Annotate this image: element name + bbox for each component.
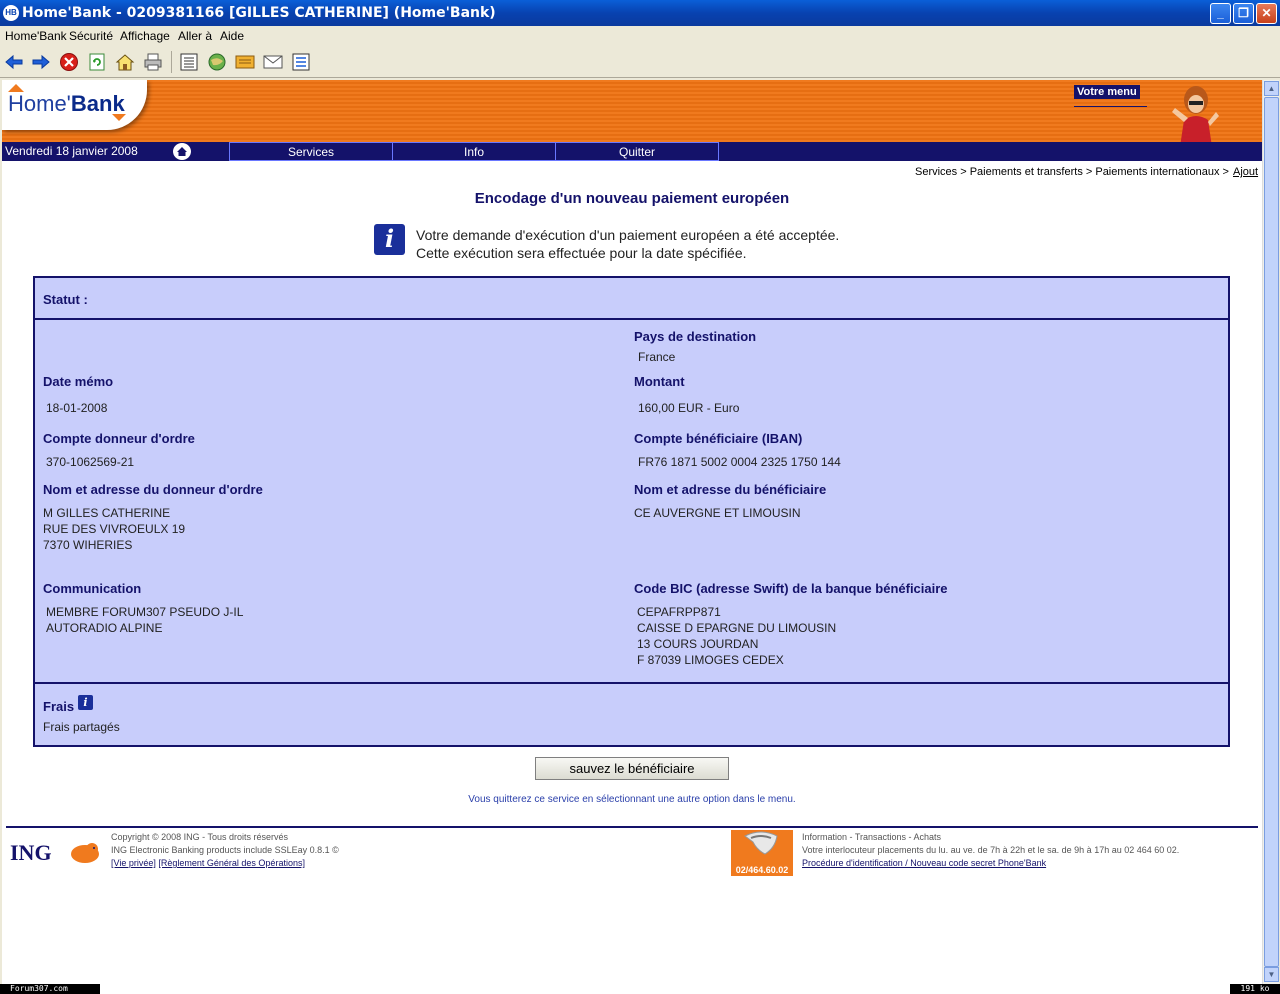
title-bar	[0, 0, 1280, 26]
procedure-link[interactable]: Procédure d'identification / Nouveau code secret Phone'Bank	[802, 858, 1047, 868]
maximize-button[interactable]: ❐	[1233, 3, 1254, 24]
copyright-text: Copyright © 2008 ING - Tous droits réservés	[111, 832, 289, 842]
refresh-icon[interactable]	[87, 52, 107, 72]
forward-icon[interactable]	[31, 52, 51, 72]
nom-beneficiaire-label: Nom et adresse du bénéficiaire	[634, 482, 827, 497]
current-date: Vendredi 18 janvier 2008	[5, 144, 138, 158]
menu-securite[interactable]: Sécurité	[69, 29, 114, 43]
votre-menu-link[interactable]: Votre menu	[1074, 85, 1140, 99]
nom-beneficiaire-value: CE AUVERGNE ET LIMOUSIN	[634, 506, 801, 520]
communication-line: MEMBRE FORUM307 PSEUDO J-IL	[46, 605, 244, 619]
menu-aide[interactable]: Aide	[220, 29, 245, 43]
card-icon[interactable]	[235, 52, 255, 72]
home-icon[interactable]	[115, 52, 135, 72]
bic-line: CEPAFRPP871	[637, 605, 721, 619]
ssl-text: ING Electronic Banking products include SSLEay 0.8.1 ©	[111, 845, 339, 855]
print-icon[interactable]	[143, 52, 163, 72]
frais-value: Frais partagés	[43, 720, 120, 734]
communication-line: AUTORADIO ALPINE	[46, 621, 163, 635]
tab-quitter[interactable]: Quitter	[618, 145, 655, 159]
pays-value: France	[638, 350, 676, 364]
pays-label: Pays de destination	[634, 329, 757, 344]
save-beneficiary-button[interactable]: sauvez le bénéficiaire	[535, 757, 729, 780]
phone-number: 02/464.60.02	[735, 865, 789, 875]
divider	[35, 318, 1228, 320]
scrollbar-thumb[interactable]	[1264, 97, 1279, 967]
bic-line: CAISSE D EPARGNE DU LIMOUSIN	[637, 621, 837, 635]
vertical-scrollbar[interactable]	[1262, 80, 1279, 984]
leave-service-note: Vous quitterez ce service en sélectionnant une autre option dans le menu.	[468, 794, 796, 805]
address-line: M GILLES CATHERINE	[43, 506, 171, 520]
nom-donneur-address	[43, 505, 185, 553]
breadcrumb-ajout-link[interactable]: Ajout	[1233, 166, 1259, 178]
date-memo-label: Date mémo	[43, 374, 114, 389]
footer-divider	[6, 826, 1258, 828]
web-page	[2, 80, 1262, 984]
tab-services[interactable]: Services	[230, 143, 393, 160]
scroll-up-arrow-icon[interactable]: ▲	[1264, 81, 1279, 96]
status-bar	[0, 984, 1280, 994]
toolbar-separator	[171, 51, 172, 73]
contact-hours-text: Votre interlocuteur placements du lu. au ve. de 7h à 22h et le sa. de 9h à 17h au 02 464 60 02.	[802, 845, 1180, 855]
vie-privee-link[interactable]: [Vie privée]	[111, 858, 156, 868]
nav-tabs	[229, 142, 719, 161]
date-memo-value: 18-01-2008	[46, 401, 108, 415]
logo-arrow-shape	[112, 114, 126, 121]
divider	[35, 682, 1228, 684]
minimize-button[interactable]: _	[1210, 3, 1231, 24]
logo-bank-text: Bank	[70, 91, 125, 116]
menu-affichage[interactable]: Affichage	[120, 29, 170, 43]
frais-label: Frais	[43, 699, 75, 714]
communication-label: Communication	[43, 581, 142, 596]
ing-logo: ING	[10, 840, 52, 865]
breadcrumb	[915, 166, 1259, 178]
scroll-down-arrow-icon[interactable]: ▼	[1264, 967, 1279, 982]
nom-donneur-label: Nom et adresse du donneur d'ordre	[43, 482, 263, 497]
montant-label: Montant	[634, 374, 685, 389]
homebank-logo[interactable]	[2, 80, 147, 130]
bic-label: Code BIC (adresse Swift) de la banque bénéficiaire	[634, 581, 948, 596]
footer-contact	[802, 831, 1179, 870]
confirmation-line-2: Cette exécution sera effectuée pour la date spécifiée.	[416, 245, 747, 261]
confirmation-message	[416, 226, 839, 262]
compte-beneficiaire-label: Compte bénéficiaire (IBAN)	[634, 431, 803, 446]
window-title: Home'Bank - 0209381166 [GILLES CATHERINE] (Home'Bank)	[22, 5, 496, 21]
address-line: RUE DES VIVROEULX 19	[43, 522, 186, 536]
list-icon[interactable]	[179, 52, 199, 72]
ing-lion-icon	[68, 840, 102, 864]
logo-home-text: Home'	[8, 91, 71, 116]
compte-donneur-label: Compte donneur d'ordre	[43, 431, 195, 446]
status-size-text: 191 ko	[1230, 984, 1280, 994]
phonebank-icon[interactable]	[731, 830, 793, 876]
votre-menu-underline	[1074, 106, 1147, 107]
menu-aller-a[interactable]: Aller à	[178, 29, 213, 43]
reglement-link[interactable]: [Règlement Général des Opérations]	[158, 858, 305, 868]
site-header	[2, 80, 1262, 142]
mail-icon[interactable]	[263, 52, 283, 72]
settings-list-icon[interactable]	[291, 52, 311, 72]
address-line: 7370 WIHERIES	[43, 538, 133, 552]
bic-line: 13 COURS JOURDAN	[637, 637, 759, 651]
menu-bar	[0, 26, 1280, 46]
back-icon[interactable]	[4, 52, 24, 72]
page-title: Encodage d'un nouveau paiement européen	[474, 190, 790, 207]
communication-value	[46, 604, 243, 636]
close-button[interactable]: ✕	[1256, 3, 1277, 24]
app-icon: HB	[3, 5, 19, 21]
stop-icon[interactable]	[59, 52, 79, 72]
info-icon: i	[374, 224, 405, 255]
bic-value	[637, 604, 836, 668]
bic-line: F 87039 LIMOGES CEDEX	[637, 653, 784, 667]
globe-icon[interactable]	[207, 52, 227, 72]
nav-bar	[2, 142, 1262, 161]
compte-beneficiaire-value: FR76 1871 5002 0004 2325 1750 144	[638, 455, 841, 469]
statut-label: Statut :	[43, 292, 88, 307]
footer-legal	[111, 831, 339, 870]
frais-info-icon[interactable]: i	[78, 695, 93, 710]
toolbar	[0, 46, 1280, 78]
status-left-text: Forum307.com	[0, 984, 100, 994]
payment-details-form	[33, 276, 1230, 747]
home-icon[interactable]	[173, 143, 191, 160]
tab-info[interactable]: Info	[393, 143, 556, 160]
menu-homebank[interactable]: Home'Bank	[5, 29, 67, 43]
montant-value: 160,00 EUR - Euro	[638, 401, 740, 415]
confirmation-line-1: Votre demande d'exécution d'un paiement européen a été acceptée.	[416, 227, 840, 243]
compte-donneur-value: 370-1062569-21	[46, 455, 135, 469]
info-transactions-text: Information - Transactions - Achats	[802, 832, 942, 842]
breadcrumb-path[interactable]: Services > Paiements et transferts > Paiements internationaux >	[915, 166, 1229, 178]
